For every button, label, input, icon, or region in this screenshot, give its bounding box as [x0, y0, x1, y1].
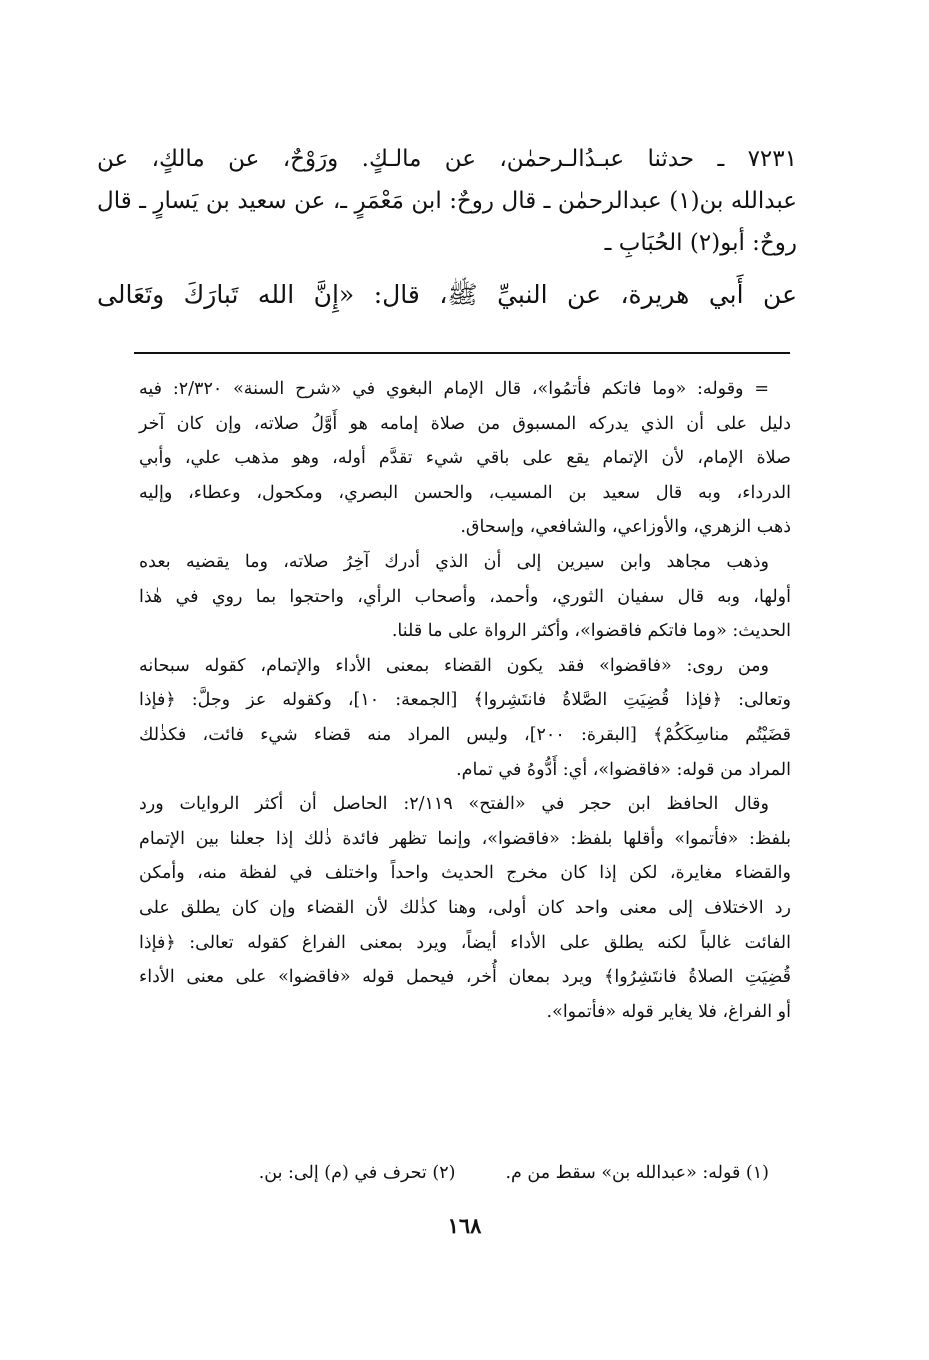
isnad-line: عبدالله بن(١) عبدالرحمٰن ـ قال روحٌ: ابن مَعْمَرٍ ـ، عن سعيد بن يَسارٍ ـ قال [97, 188, 798, 214]
note-line: أولها، وبه قال سفيان الثوري، وأحمد، وأصحاب الرأي، واحتجوا بما روي في هٰذا [139, 586, 791, 607]
page-number: ١٦٨ [447, 1213, 482, 1238]
note-line: صلاة الإمام، لأن الإتمام يقع على باقي شيء تقدَّم أوله، وهو مذهب علي، وأبي [139, 448, 791, 469]
note-line: قُضِيَتِ الصلاةُ فانتَشِرُوا﴾ ويرد بمعان أُخر، فيحمل قوله «فاقضوا» على معنى الأداء [139, 967, 791, 988]
note-line: الدرداء، وبه قال سعيد بن المسيب، والحسن البصري، ومكحول، وعطاء، وإليه [139, 482, 791, 503]
note-line: وتعالى: ﴿فإذا قُضِيَتِ الصَّلاةُ فانتَشِروا﴾ [الجمعة: ١٠]، وكقوله عز وجلَّ: ﴿فإذا [139, 690, 791, 711]
hadith-matn-line: عن أَبي هريرة، عن النبيِّ ﷺ، قال: «إِنَّ الله تَبارَكَ وتَعَالى [97, 280, 797, 309]
note-line: رد الاختلاف إلى معنى واحد كان أولى، وهنا كذٰلك لأن القضاء وإن كان يطلق على [139, 897, 791, 918]
footnote-separator [134, 352, 790, 354]
note-line: المراد من قوله: «فاقضوا»، أي: أَدُّوهُ في تمام. [456, 759, 791, 780]
footnote-1: (١) قوله: «عبدالله بن» سقط من م. [505, 1163, 769, 1183]
note-line: والقضاء مغايرة، لكن إذا كان مخرج الحديث واحداً واختلف في لفظة منه، وأمكن [139, 863, 791, 884]
isnad-line: ٧٢٣١ ـ حدثنا عبـدُالـرحمٰن، عن مالـكٍ. ورَوْحٌ، عن مالكٍ، عن [97, 146, 797, 172]
hadith-text [97, 138, 797, 320]
note-line: وقال الحافظ ابن حجر في «الفتح» ٢/١١٩: الحاصل أن أكثر الروايات ورد [139, 794, 769, 815]
note-line: وذهب مجاهد وابن سيرين إلى أن الذي أدرك آخِرُ صلاته، وما يقضيه بعده [139, 551, 769, 572]
note-line: الفائت غالباً لكنه يطلق على الأداء أيضاً، ويرد بمعنى الفراغ كقوله تعالى: ﴿فإذا [139, 932, 791, 953]
note-line: بلفظ: «فأتموا» وأقلها بلفظ: «فاقضوا»، وإنما تظهر فائدة ذٰلك إذا جعلنا بين الإتمام [139, 828, 791, 849]
footnote-2: (٢) تحرف في (م) إلى: بن. [258, 1163, 456, 1183]
note-line: = وقوله: «وما فاتكم فأتمُوا»، قال الإمام البغوي في «شرح السنة» ٢/٣٢٠: فيه [139, 379, 769, 399]
note-line: قضَيْتُم مناسِكَكُمْ﴾ [البقرة: ٢٠٠]، وليس المراد منه قضاء شيء فائت، فكذٰلك [139, 724, 791, 745]
commentary-notes [139, 372, 791, 1029]
footnotes [139, 1156, 791, 1190]
note-line: دليل على أن الذي يدركه المسبوق من صلاة إمامه هو أَوَّلُ صلاته، وإن كان آخر [139, 413, 791, 434]
note-line: الحديث: «وما فاتكم فاقضوا»، وأكثر الرواة على ما قلنا. [391, 621, 791, 642]
note-line: أو الفراغ، فلا يغاير قوله «فأتموا». [546, 1001, 791, 1022]
note-line: ذهب الزهري، والأوزاعي، والشافعي، وإسحاق. [460, 517, 791, 538]
note-line: ومن روى: «فاقضوا» فقد يكون القضاء بمعنى الأداء والإتمام، كقوله سبحانه [139, 655, 769, 676]
isnad-line: روحٌ: أبو(٢) الحُبَابِ ـ [604, 230, 797, 256]
